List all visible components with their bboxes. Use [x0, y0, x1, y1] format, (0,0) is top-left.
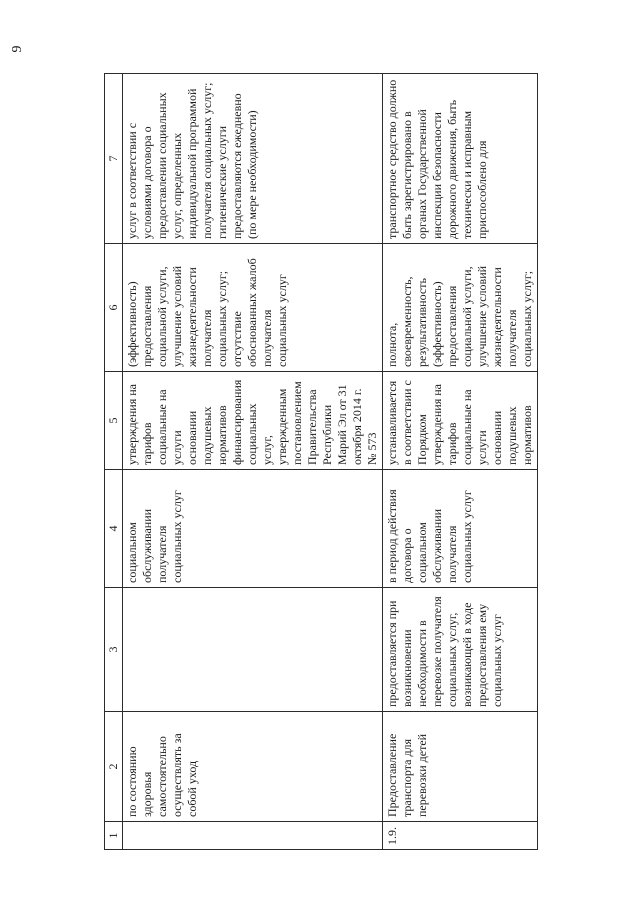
service-description-cell: предоставляется при возникновении необходимости в перевозке получателя социальных услуг, возникающей в ходе предоставления ему социальных услуг	[383, 588, 538, 712]
column-number: 6	[105, 244, 123, 372]
tariff-cell: утверждения на тарифов социальные на услуги основании подушевых нормативов финансирования социальных услуг, утвержденным постановлением Правительства Республики Марий Эл от 31 октября 2014 г. № 573	[123, 372, 383, 470]
service-name-cell: по состоянию здоровья самостоятельно осуществлять за собой уход	[123, 712, 383, 822]
service-description-cell	[123, 588, 383, 712]
service-name-cell: Предоставление транспорта для перевозки детей	[383, 712, 538, 822]
quality-indicators-cell: (эффективность) предоставления социальной услуги, улучшение условий жизнедеятельности получателя социальных услуг; отсутствие обоснованных жалоб получателя социальных услуг	[123, 244, 383, 372]
service-term-cell: в период действия договора о социальном обслуживании получателя социальных услуг	[383, 470, 538, 588]
column-number: 1	[105, 822, 123, 850]
conditions-cell: транспортное средство должно быть зарегистрировано в органах Государственной инспекции безопасности дорожного движения, быть технически и исправным приспособлено для	[383, 74, 538, 244]
page-number: 9	[10, 45, 25, 53]
service-term-cell: социальном обслуживании получателя социальных услуг	[123, 470, 383, 588]
row-number	[123, 822, 383, 850]
column-number: 7	[105, 74, 123, 244]
column-number: 5	[105, 372, 123, 470]
column-number: 4	[105, 470, 123, 588]
services-table	[104, 73, 538, 850]
row-number: 1.9.	[383, 822, 538, 850]
table-row	[123, 74, 383, 850]
table-row	[383, 74, 538, 850]
tariff-cell: устанавливается в соответствии с Порядком утверждения на тарифов социальные на услуги основании подушевых нормативов	[383, 372, 538, 470]
column-number: 2	[105, 712, 123, 822]
column-number: 3	[105, 588, 123, 712]
quality-indicators-cell: полнота, своевременность, результативность (эффективность) предоставления социальной услуги, улучшение условий жизнедеятельности получателя социальных услуг;	[383, 244, 538, 372]
conditions-cell: услуг в соответствии с условиями договора о предоставлении социальных услуг, определенных индивидуальной программой получателя социальных услуг; гигиенические услуги предоставляются ежедневно (по мере необходимости)	[123, 74, 383, 244]
column-number-row	[105, 74, 123, 850]
